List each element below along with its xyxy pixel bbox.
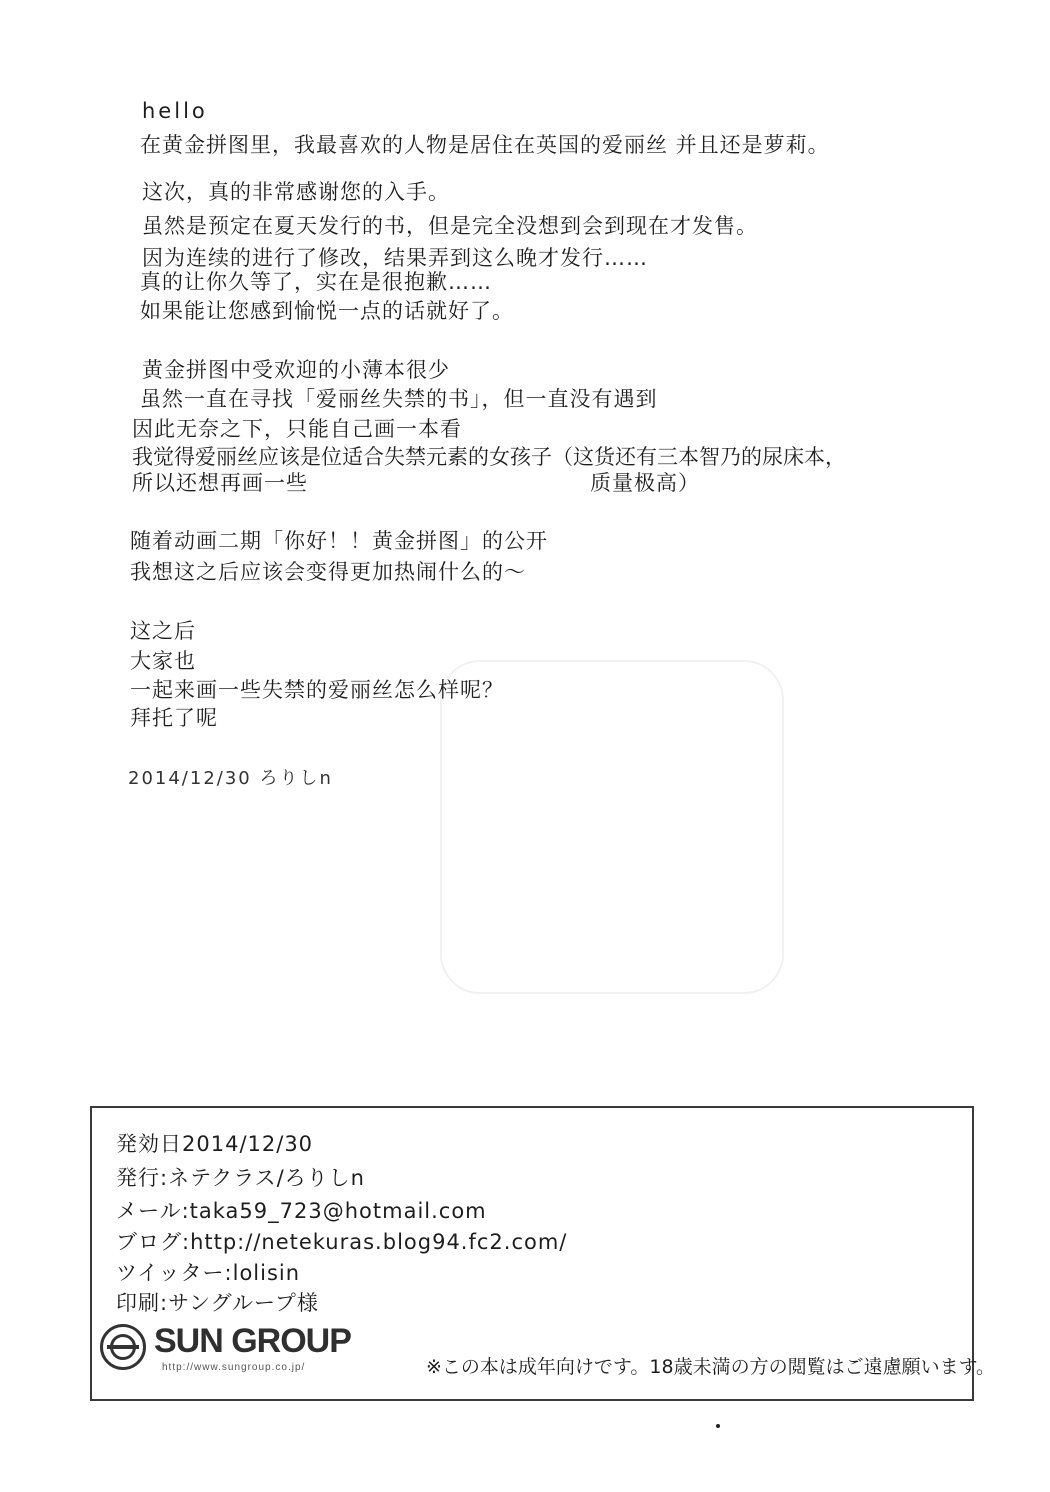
afterword-line: 虽然一直在寻找「爱丽丝失禁的书」，但一直没有遇到: [140, 387, 658, 411]
speck: [716, 1424, 720, 1428]
printer: 印刷:サングループ様: [116, 1291, 319, 1315]
afterword-line: 真的让你久等了，实在是很抱歉……: [140, 270, 492, 294]
afterword-line: 我觉得爱丽丝应该是位适合失禁元素的女孩子（这货还有三本智乃的尿床本，: [132, 445, 846, 469]
sun-group-logo-icon: [100, 1324, 146, 1370]
greeting: hello: [142, 99, 208, 123]
logo-text: SUN GROUP: [154, 1322, 351, 1360]
afterword-line: 大家也: [130, 649, 196, 673]
blog-url: ブログ:http://netekuras.blog94.fc2.com/: [116, 1230, 568, 1254]
publisher: 発行:ネテクラス/ろりしn: [116, 1166, 365, 1190]
afterword-line: 我想这之后应该会变得更加热闹什么的～: [130, 560, 526, 584]
mail-address: メール:taka59_723@hotmail.com: [116, 1199, 487, 1223]
colophon-box: [90, 1106, 996, 1401]
twitter-handle: ツイッター:lolisin: [116, 1261, 301, 1285]
afterword-line: 一起来画一些失禁的爱丽丝怎么样呢？: [130, 678, 504, 702]
afterword-line: 随着动画二期「你好！！黄金拼图」的公开: [130, 529, 548, 553]
logo-url: http://www.sungroup.co.jp/: [162, 1362, 306, 1373]
afterword-line: 在黄金拼图里，我最喜欢的人物是居住在英国的爱丽丝 并且还是萝莉。: [140, 133, 830, 157]
afterword-line: 黄金拼图中受欢迎的小薄本很少: [142, 358, 450, 382]
afterword-line: 这之后: [130, 619, 196, 643]
afterword-line: 拜托了呢: [130, 706, 218, 730]
sun-group-logo: [100, 1320, 400, 1380]
age-notice: ※この本は成年向けです。18歳未満の方の閲覧はご遠慮願います。: [426, 1356, 996, 1378]
afterword-line: 所以还想再画一些: [132, 471, 308, 495]
ghost-artwork: [440, 660, 784, 994]
afterword-line: 因为连续的进行了修改，结果弄到这么晚才发行……: [142, 246, 648, 270]
issue-date: 発効日2014/12/30: [116, 1132, 314, 1156]
afterword-line: 这次，真的非常感谢您的入手。: [142, 180, 450, 204]
afterword-line: 虽然是预定在夏天发行的书，但是完全没想到会到现在才发售。: [142, 214, 758, 238]
afterword-line: 质量极高）: [590, 471, 700, 495]
afterword-line: 如果能让您感到愉悦一点的话就好了。: [140, 299, 514, 323]
signature: 2014/12/30 ろりしn: [128, 768, 333, 789]
afterword-line: 因此无奈之下，只能自己画一本看: [132, 417, 462, 441]
